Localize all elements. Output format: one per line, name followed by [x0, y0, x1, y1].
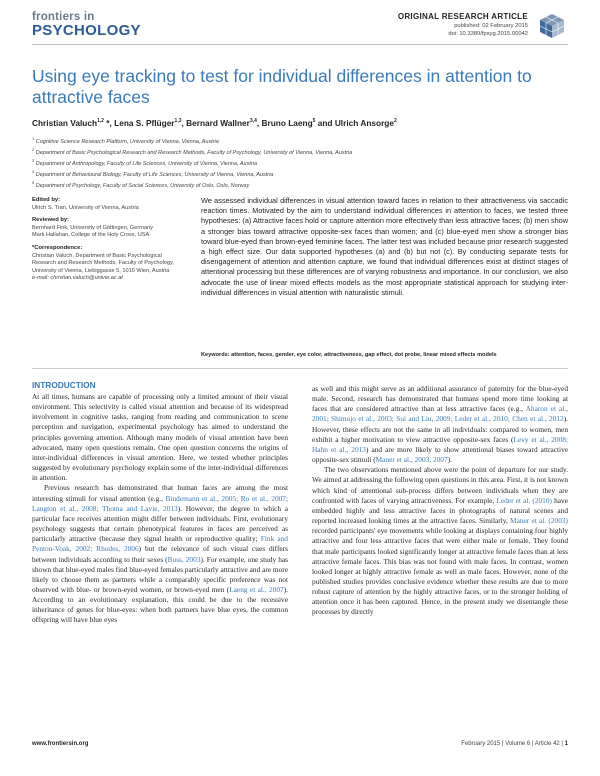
keywords-list: attention, faces, gender, eye color, attractiveness, gap effect, dot probe, linear mixed effects models — [231, 352, 497, 358]
reviewed-by-heading: Reviewed by: — [32, 217, 70, 224]
publication-meta — [448, 22, 528, 38]
citation-link[interactable]: Aharon et al., 2001; Shimojo et al., 2003; Sui and Liu, 2009; Leder et al., 2010; Chen et al., 2012 — [312, 404, 569, 424]
edited-by-block — [32, 197, 182, 212]
article-title: Using eye tracking to test for individual differences in attention to attractive faces — [32, 66, 532, 107]
keywords-label: Keywords: — [201, 352, 230, 358]
correspondence-block — [32, 245, 182, 283]
author-list: Christian Valuch$^{1,2}$ *, Lena S. Pflüger$^{1,3}$, Bernard Wallner$^{3,4}$, Bruno Laeng$^5$ and Ulrich Ansorge$^2$ — [32, 118, 397, 128]
article-sidebar — [32, 197, 182, 288]
affiliation: $^1$ Cognitive Science Research Platform, University of Vienna, Vienna, Austria — [32, 136, 219, 145]
citation-info: February 2015 | Volume 6 | Article 42 | 1 — [461, 741, 568, 747]
journal-logo[interactable] — [32, 12, 141, 38]
section-heading-introduction: INTRODUCTION — [32, 380, 96, 390]
abstract: We assessed individual differences in visual attention toward faces in relation to their attractiveness via saccadic reaction times. Motivated by the aim to understand individual differences in attention to faces, we tested three hypotheses: (a) Attractive faces hold or capture attention more effectively than less attractive faces; (b) men show a stronger bias toward attractive opposite-sex faces than women; and (c) blue-eyed men show a stronger bias toward blue-eyed than brown-eyed feminine faces. The latter test was included because prior research suggested a high effect size. Our data supported hypotheses (a) and (b) but not (c). By conducting separate tests for disengagement of attention and attention capture, we found that individual differences exist at distinct stages of attentional processing but these differences are of varying robustness and importance. In our conclusion, we also advocate the use of linear mixed effects models as the most appropriate statistical approach for studying inter-individual differences in visual attention with naturalistic stimuli. — [201, 196, 568, 297]
body-column-right — [312, 384, 568, 618]
reviewed-by-text: Bernhard Fink, University of Göttingen, Germany Mark Hallahan, College of the Holy Cross, USA — [32, 224, 153, 239]
correspondence-heading: *Correspondence: — [32, 244, 83, 251]
affiliation: $^2$ Department of Basic Psychological Research and Research Methods, Faculty of Psychology, University of Vienna, Vienna, Austria — [32, 146, 353, 156]
page-number: 1 — [564, 741, 568, 747]
author[interactable]: Bernard Wallner$^{3,4}$ — [186, 118, 257, 128]
correspondence-email[interactable]: e-mail: christian.valuch@univie.ac.at — [32, 275, 123, 282]
journal-website-link[interactable]: www.frontiersin.org — [32, 741, 89, 747]
author[interactable]: Ulrich Ansorge$^2$ — [334, 118, 397, 128]
journal-cube-icon — [537, 12, 567, 40]
affiliation: $^5$ Department of Psychology, Faculty of Social Sciences, University of Oslo, Oslo, Norway — [32, 179, 250, 189]
paragraph: Previous research has demonstrated that human faces are among the most interesting stimuli for visual attention (e.g., Bindemann et al., 2005; Ro et al., 2007; Langton et al., 2008; Thoma and Lavie, 2013). However, the degree to which a particular face receives attention might differ between individuals. First, evolutionary psychology suggests that certain phenotypical features in faces are perceived as particularly attractive (because they signal health or reproductive quality; Fink and Penton-Voak, 2002; Rhodes, 2006) but the relevance of such visual cues differs between individuals according to their sexes (Buss, 2003). For example, one study has shown that blue-eyed males find blue-eyed females particularly attractive and are more likely to choose them as partners while a comparably specific preference was not observed with blue- or brown-eyed women, or brown-eyed men (Laeng et al., 2007). According to an evolutionary explanation, this could be due to the recessive inheritance of genes for blue-eyes: when both partners have blue eyes, the common offspring will have blue eyes — [32, 483, 288, 625]
correspondence-text: Christian Valuch, Department of Basic Psychological Research and Research Methods, Faculty of Psychology, University of Vienna, Liebiggasse 5, 1010 Wien, Austria — [32, 252, 174, 274]
body-column-left — [32, 392, 288, 626]
author[interactable]: Christian Valuch$^{1,2}$ * — [32, 118, 110, 128]
edited-by-heading: Edited by: — [32, 197, 61, 203]
logo-line1: frontiers in — [32, 11, 95, 23]
doi[interactable]: doi: 10.3389/fpsyg.2015.00042 — [448, 31, 528, 37]
affiliation: $^3$ Department of Anthropology, Faculty of Life Sciences, University of Vienna, Vienna, Austria — [32, 157, 258, 167]
citation-link[interactable]: Maner et al. (2003) — [510, 516, 568, 526]
author[interactable]: Bruno Laeng$^5$ — [261, 118, 316, 128]
published-date: published: 02 February 2015 — [454, 23, 528, 29]
reviewed-by-block — [32, 217, 182, 240]
keywords — [201, 352, 568, 358]
affiliation-list — [32, 135, 568, 190]
citation-link[interactable]: Maner et al., 2003, 2007 — [375, 455, 448, 465]
affiliation: $^4$ Department of Behavioural Biology, Faculty of Life Sciences, University of Vienna, Vienna, Austria — [32, 168, 274, 178]
paragraph: At all times, humans are capable of processing only a limited amount of their visual environment. This selectivity is called visual attention and because of its widespread involvement in cognitive tasks, ranging from reading and communication to scene perception and navigation, experimental psychology has aimed to understand the principles governing attention. Although many models of visual attention have been advocated, many open questions remain. One open question concerns the origins of inter-individual differences in visual attention. Here, we tested whether principles suggested by evolutionary psychology explain some of the inter-individual differences in attention. — [32, 392, 288, 483]
section-rule — [32, 368, 568, 369]
citation-link[interactable]: Laeng et al., 2007 — [229, 584, 284, 594]
citation-link[interactable]: Buss, 2003 — [167, 554, 201, 564]
citation-link[interactable]: Leder et al. (2010) — [496, 495, 552, 505]
article-type: ORIGINAL RESEARCH ARTICLE — [397, 12, 528, 21]
citation-link[interactable]: Fink and Penton-Voak, 2002; Rhodes, 2006 — [32, 534, 288, 554]
paragraph: as well and this might serve as an additional assurance of paternity for the blue-eyed male. Second, research has demonstrated that humans spend more time looking at faces that are considered attractive than at less attractive faces (e.g., Aharon et al., 2001; Shimojo et al., 2003; Sui and Liu, 2009; Leder et al., 2010; Chen et al., 2012). However, these effects are not the same in all individuals: compared to women, men exhibit a higher motivation to view attractive opposite-sex faces (Levy et al., 2008; Hahn et al., 2013) and are more likely to show attentional biases toward attractive opposite-sex stimuli (Maner et al., 2003, 2007). — [312, 384, 569, 465]
edited-by-text: Ulrich S. Tran, University of Vienna, Austria — [32, 204, 139, 211]
citation-link[interactable]: Levy et al., 2008; Hahn et al., 2013 — [312, 434, 568, 454]
citation-link[interactable]: Bindemann et al., 2005; Ro et al., 2007; Langton et al., 2008; Thoma and Lavie, 2013 — [32, 493, 288, 513]
logo-line2: PSYCHOLOGY — [32, 21, 141, 39]
header-rule — [32, 44, 568, 45]
paragraph: The two observations mentioned above were the point of departure for our study. We aimed at addressing the following open questions in this area. First, it is not known which kind of attentional sub-process differs between individuals when they are confronted with faces of varying attractiveness. For example, Leder et al. (2010) have embedded highly and less attractive faces in photographs of natural scenes and reported increased looking times at the attractive faces. Similarly, Maner et al. (2003) recorded participants' eye movements while looking at displays containing four highly attractive and four less attractive faces that were either male or female. They found that male participants looked significantly longer at attractive female faces than at less attractive female faces. This bias was not found with male faces. In contrast, women looked longer at highly attractive female as well as male faces. However, none of the published studies provides conclusive evidence whether these results are due to more robust capture of attention by the highly attractive faces, or to the stronger holding of attention once it has been captured. Hence, in the present study we disentangle these processes by directly — [312, 465, 568, 617]
author[interactable]: Lena S. Pflüger$^{1,3}$ — [114, 118, 182, 128]
